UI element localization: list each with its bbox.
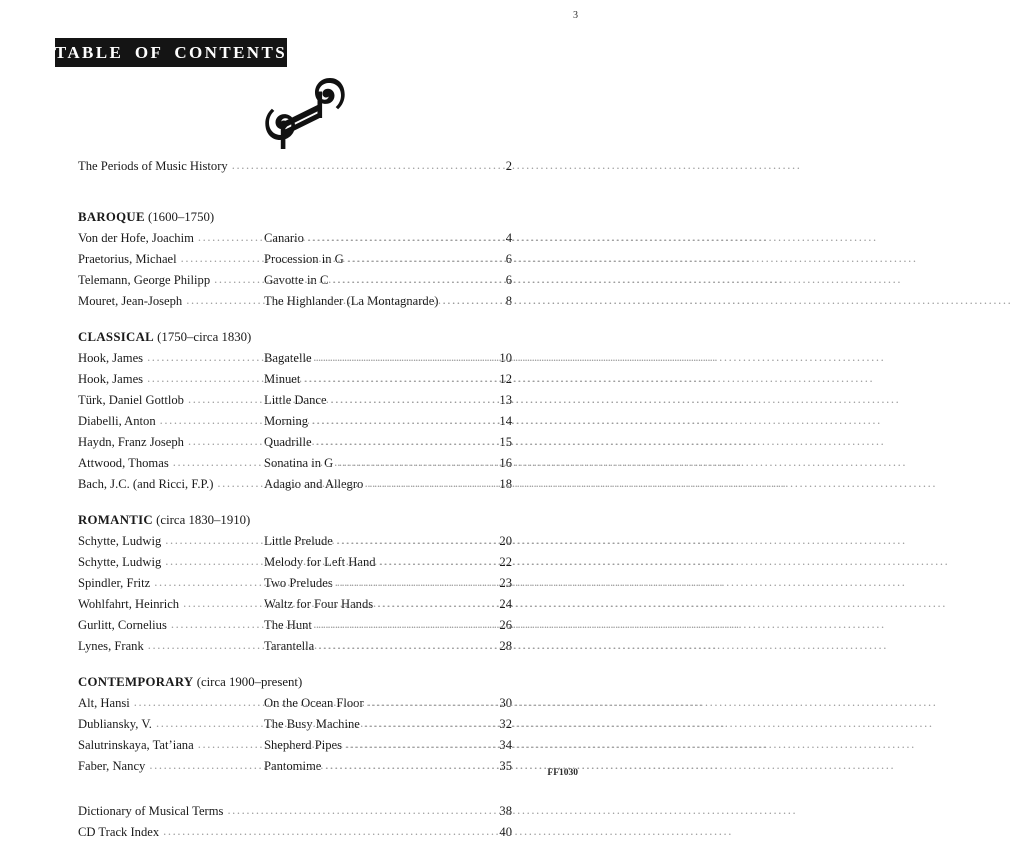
table-row[interactable] [78,232,512,253]
dot-leader [232,159,802,172]
toc-entry-title: Little Prelude [264,535,333,548]
table-row[interactable] [78,805,512,826]
toc-entry-page: 18 [486,478,512,491]
dot-leader [337,456,907,469]
toc-entry-composer-cell [78,457,264,470]
toc-entry-composer: Telemann, George Philipp [78,274,210,287]
toc-entry-composer: Von der Hofe, Joachim [78,232,194,245]
table-row[interactable] [78,535,512,556]
toc-entry-composer-cell [78,739,264,752]
toc-entry-title: Shepherd Pipes [264,739,342,752]
toc-entry-title: Adagio and Allegro [264,478,363,491]
toc-entry-title: Sonatina in G [264,457,333,470]
toc-entry-composer-cell [78,415,264,428]
toc-entry-title: The Periods of Music History [78,160,228,173]
toc-entry-page: 34 [486,739,512,752]
table-row[interactable] [78,436,512,457]
dot-leader [348,252,918,265]
table-row[interactable] [78,760,512,781]
section-heading-baroque [78,210,512,225]
dot-leader [377,597,947,610]
toc-entry-composer-cell [78,295,264,308]
toc-entry-composer-cell [78,274,264,287]
table-row[interactable] [78,619,512,640]
table-row[interactable] [78,253,512,274]
table-row[interactable] [78,373,512,394]
toc-entry-title: Minuet [264,373,300,386]
toc-entry-page: 14 [486,415,512,428]
toc-entry-composer: Haydn, Franz Joseph [78,436,184,449]
toc-entry-composer: Salutrinskaya, Tat’iana [78,739,194,752]
table-row[interactable] [78,295,512,316]
toc-entry-page: 16 [486,457,512,470]
dot-leader [325,759,895,772]
toc-entry-title: Waltz for Four Hands [264,598,373,611]
dot-leader [316,435,886,448]
toc-entry-composer: Dubliansky, V. [78,718,152,731]
music-note-ornament [258,74,354,144]
toc-entry-page: 28 [486,640,512,653]
toc-entry-composer-cell [78,697,264,710]
toc-entry-composer: Schytte, Ludwig [78,556,161,569]
table-row[interactable] [78,415,512,436]
table-row[interactable] [78,478,512,499]
section-name: BAROQUE [78,210,145,224]
toc-entry-title: Dictionary of Musical Terms [78,805,223,818]
toc-entry-page: 4 [486,232,512,245]
dot-leader [227,804,797,817]
toc-entry-page: 22 [486,556,512,569]
toc-entry-page: 10 [486,352,512,365]
dot-leader [308,231,878,244]
table-row[interactable] [78,577,512,598]
toc-content [78,160,512,847]
toc-entry-composer-cell [78,394,264,407]
toc-entry-composer-cell [78,718,264,731]
dot-leader [346,738,916,751]
toc-entry-page: 35 [486,760,512,773]
toc-entry-composer: Faber, Nancy [78,760,145,773]
toc-entry-composer-cell [78,619,264,632]
toc-entry-title-cell [78,805,486,818]
toc-entry-composer: Spindler, Fritz [78,577,150,590]
dot-leader [368,696,938,709]
toc-entry-page: 23 [486,577,512,590]
toc-entry-composer-cell [78,436,264,449]
toc-entry-title: Two Preludes [264,577,333,590]
toc-entry-page: 6 [486,253,512,266]
table-row[interactable] [78,718,512,739]
table-row[interactable] [78,640,512,661]
toc-entry-composer: Mouret, Jean-Joseph [78,295,182,308]
table-row[interactable] [78,394,512,415]
toc-entry-page: 8 [486,295,512,308]
toc-entry-composer-cell [78,640,264,653]
table-row[interactable] [78,826,512,847]
page-title: TABLE OF CONTENTS [55,43,287,63]
toc-entry-title: Tarantella [264,640,314,653]
toc-entry-page: 24 [486,598,512,611]
table-row[interactable] [78,697,512,718]
toc-entry-composer-cell [78,352,264,365]
toc-entry-page: 13 [486,394,512,407]
dot-leader [331,393,901,406]
toc-entry-title: Procession in G [264,253,344,266]
dot-leader [380,555,950,568]
section-dates: (circa 1830–1910) [156,513,250,527]
table-row[interactable] [78,556,512,577]
toc-entry-page: 40 [486,826,512,839]
section-heading-classical [78,330,512,345]
toc-entry-composer: Attwood, Thomas [78,457,169,470]
toc-entry-composer: Bach, J.C. (and Ricci, F.P.) [78,478,213,491]
dot-leader [312,414,882,427]
table-of-contents-banner [55,38,287,67]
toc-entry-page: 12 [486,373,512,386]
toc-entry-page: 2 [486,160,512,173]
section-name: ROMANTIC [78,513,153,527]
toc-entry-title: The Hunt [264,619,312,632]
dot-leader [316,618,886,631]
toc-entry-composer: Diabelli, Anton [78,415,156,428]
dot-leader [163,825,733,838]
toc-entry-composer-cell [78,253,264,266]
toc-entry-page: 6 [486,274,512,287]
toc-entry-title: Bagatelle [264,352,312,365]
toc-entry-composer-cell [78,232,264,245]
toc-entry-composer: Türk, Daniel Gottlob [78,394,184,407]
dot-leader [364,717,934,730]
toc-intro-row[interactable] [78,160,512,181]
toc-entry-composer-cell [78,598,264,611]
dot-leader [332,273,902,286]
toc-entry-composer-cell [78,535,264,548]
table-row[interactable] [78,739,512,760]
toc-entry-page: 20 [486,535,512,548]
toc-entry-composer: Praetorius, Michael [78,253,177,266]
dot-leader [337,534,907,547]
toc-entry-composer-cell [78,760,264,773]
toc-entry-composer-cell [78,373,264,386]
section-dates: (1750–circa 1830) [157,330,251,344]
toc-entry-title: CD Track Index [78,826,159,839]
section-heading-contemporary [78,675,512,690]
toc-entry-title-cell [78,160,486,173]
toc-entry-title-cell [78,826,486,839]
toc-entry-composer: Lynes, Frank [78,640,144,653]
dot-leader [316,351,886,364]
toc-entry-page: 32 [486,718,512,731]
table-row[interactable] [78,598,512,619]
toc-entry-composer: Gurlitt, Cornelius [78,619,167,632]
toc-entry-page: 26 [486,619,512,632]
toc-entry-title: Melody for Left Hand [264,556,376,569]
toc-entry-title: Little Dance [264,394,327,407]
dot-leader [367,477,937,490]
toc-entry-title: Gavotte in C [264,274,328,287]
dot-leader [443,294,1012,307]
toc-entry-title: The Busy Machine [264,718,360,731]
section-dates: (1600–1750) [148,210,214,224]
toc-entry-composer: Hook, James [78,352,143,365]
page-number-folio: 3 [573,10,578,21]
section-name: CONTEMPORARY [78,675,193,689]
toc-entry-page: 15 [486,436,512,449]
dot-leader [337,576,907,589]
table-row[interactable] [78,274,512,295]
toc-entry-composer-cell [78,478,264,491]
table-row[interactable] [78,457,512,478]
dot-leader [318,639,888,652]
spacer [78,781,512,805]
toc-entry-title: Pantomime [264,760,321,773]
toc-entry-title: On the Ocean Floor [264,697,364,710]
table-row[interactable] [78,352,512,373]
toc-entry-composer: Hook, James [78,373,143,386]
toc-entry-title: Morning [264,415,308,428]
toc-entry-composer-cell [78,556,264,569]
toc-entry-title: Canario [264,232,304,245]
dot-leader [304,372,874,385]
toc-entry-title: Quadrille [264,436,312,449]
toc-entry-composer-cell [78,577,264,590]
section-name: CLASSICAL [78,330,154,344]
section-dates: (circa 1900–present) [197,675,303,689]
toc-entry-page: 38 [486,805,512,818]
toc-entry-composer: Alt, Hansi [78,697,130,710]
toc-entry-title: The Highlander (La Montagnarde) [264,295,439,308]
publisher-code: FF1030 [547,768,578,778]
toc-entry-composer: Wohlfahrt, Heinrich [78,598,179,611]
spacer [78,181,512,196]
section-heading-romantic [78,513,512,528]
toc-entry-composer: Schytte, Ludwig [78,535,161,548]
toc-entry-page: 30 [486,697,512,710]
